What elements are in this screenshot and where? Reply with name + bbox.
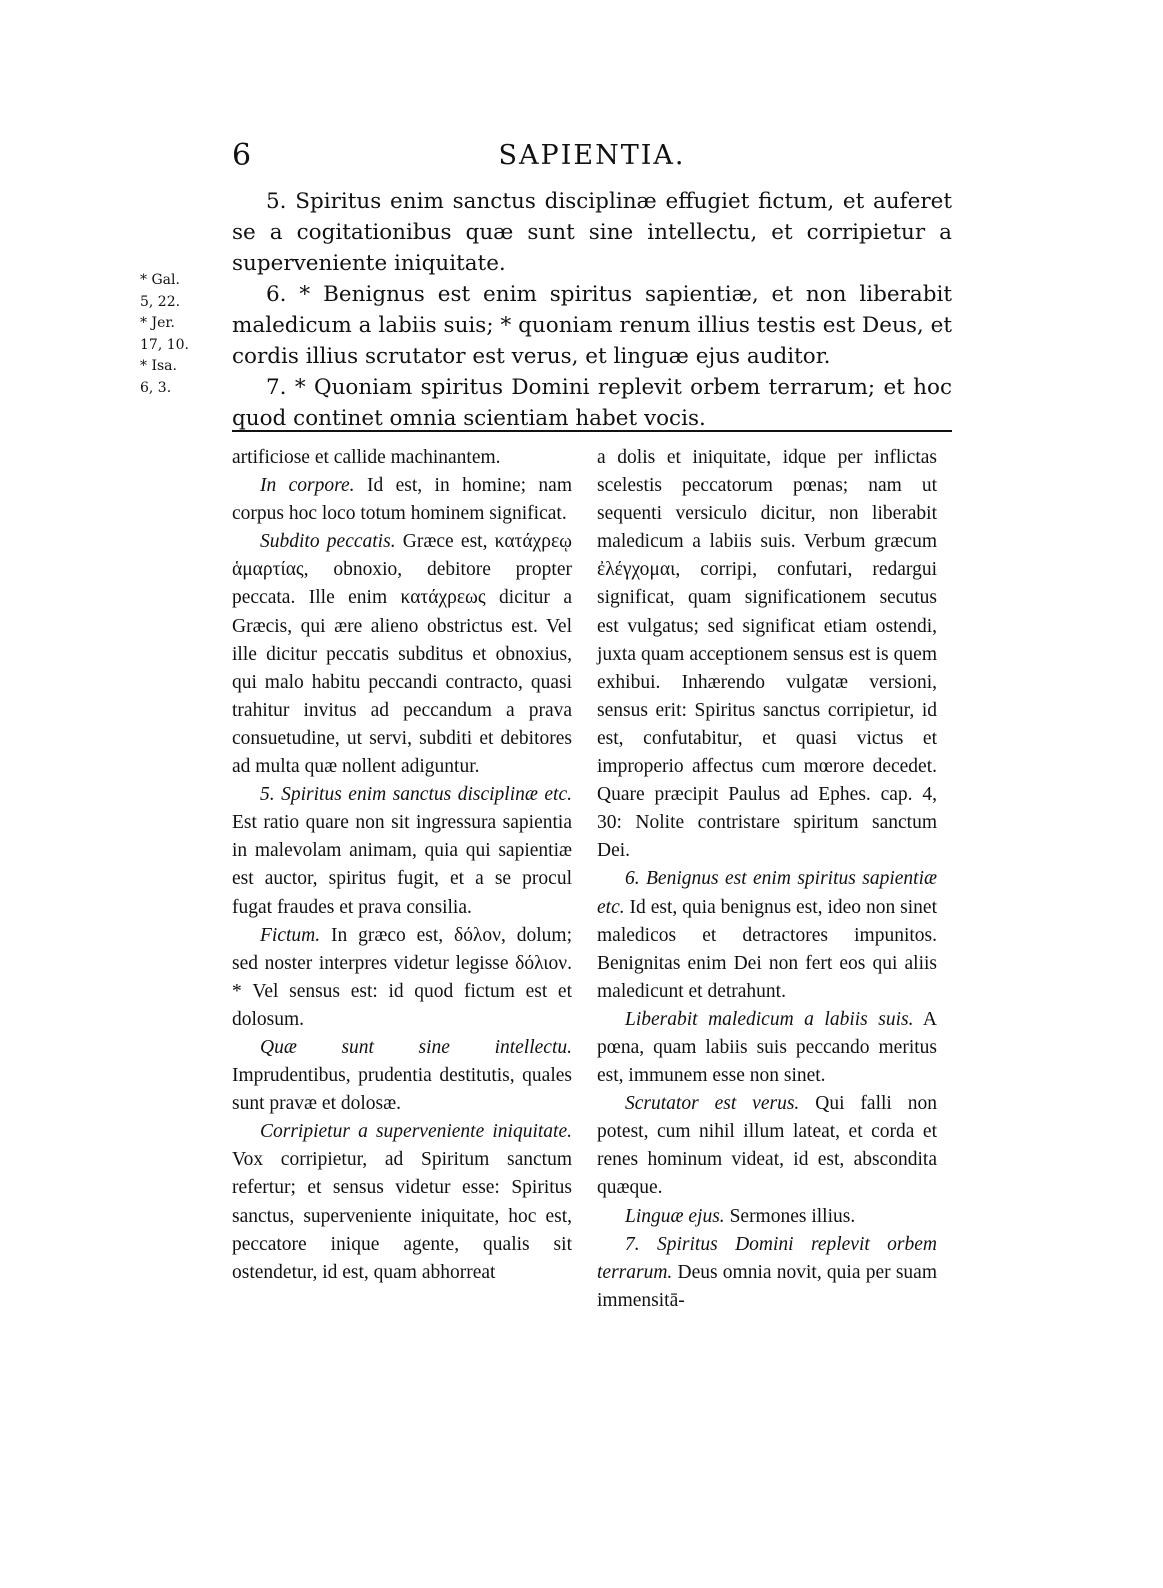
verse-7: 7. * Quoniam spiritus Domini replevit orbem terrarum; et hoc quod continet omnia scientiam habet vocis. <box>232 375 952 431</box>
commentary-right-column <box>597 444 937 1315</box>
commentary-text: Id est, quia benignus est, ideo non sinet maledicos et detractores impunitos. Benignitas enim Dei non fert eos qui aliis maledicunt et detrahunt. <box>597 896 937 1002</box>
margin-note: 5, 22. <box>140 293 181 310</box>
page-header <box>232 138 952 178</box>
page-number: 6 <box>232 138 252 173</box>
commentary-paragraph <box>232 472 572 528</box>
margin-note: 17, 10. <box>140 336 189 353</box>
commentary-lemma: Corripietur a superveniente iniquitate. <box>260 1121 572 1143</box>
commentary-lemma: Liberabit maledicum a labiis suis. <box>625 1008 914 1030</box>
verse-5: 5. Spiritus enim sanctus disciplinæ effugiet fictum, et auferet se a cogitationibus quæ sunt sine intellectu, et corripietur a superveniente iniquitate. <box>232 189 952 276</box>
commentary-paragraph <box>232 1034 572 1118</box>
commentary-text: Græce est, κατάχρεῳ ἁμαρτίας, obnoxio, debitore propter peccata. Ille enim κατάχρεως dicitur a Græcis, qui ære alieno obstrictus est. Vel ille dicitur peccatis subditus et obnoxius, qui malo habitu peccandi contracto, quasi trahitur invitus ad peccandum a prava consuetudine, ut servi, subditi et debitores ad multa quæ nollent adiguntur. <box>232 531 572 778</box>
commentary-text: Id est, in homine; nam corpus hoc loco totum hominem significat. <box>232 475 572 525</box>
commentary-lemma: Subdito peccatis. <box>260 531 396 553</box>
commentary-lemma: Fictum. <box>260 924 321 946</box>
commentary-text: Deus omnia novit, quia per suam immensitā- <box>597 1261 937 1311</box>
margin-note: * Gal. <box>140 272 180 288</box>
margin-note: * Jer. <box>140 315 175 331</box>
commentary-text: A pœna, quam labiis suis peccando meritus est, immunem esse non sinet. <box>597 1008 937 1087</box>
margin-note: * Isa. <box>140 358 177 374</box>
commentary-lemma: 5. Spiritus enim sanctus disciplinæ etc. <box>260 784 572 806</box>
commentary-text: Sermones illius. <box>724 1205 856 1227</box>
margin-note: 6, 3. <box>140 379 172 396</box>
commentary-text: Vox corripietur, ad Spiritum sanctum refertur; et sensus videtur esse: Spiritus sanctus, superveniente iniquitate, hoc est, peccatore inique agente, qualis sit ostendetur, id est, quam abhorreat <box>232 1149 572 1283</box>
running-title: SAPIENTIA. <box>498 140 686 171</box>
commentary-paragraph <box>232 528 572 781</box>
commentary-paragraph <box>597 1203 937 1231</box>
commentary-paragraph <box>232 781 572 921</box>
section-divider <box>232 430 952 432</box>
commentary-paragraph <box>597 1231 937 1315</box>
commentary-left-column <box>232 444 572 1287</box>
commentary-lemma: Linguæ ejus. <box>625 1205 725 1227</box>
commentary-text: Qui falli non potest, cum nihil illum lateat, et corda et renes hominum videat, id est, abscondita quæque. <box>597 1093 937 1199</box>
marginal-references <box>140 270 220 399</box>
scripture-text <box>232 186 952 434</box>
commentary-text: Est ratio quare non sit ingressura sapientia in malevolam animam, quia qui sapientiæ est auctor, spiritus fugit, et a se procul fugat fraudes et prava consilia. <box>232 812 572 918</box>
commentary-paragraph <box>597 444 937 865</box>
commentary-text: a dolis et iniquitate, idque per inflictas scelestis peccatorum pœnas; nam ut sequenti versiculo dicitur, non liberabit maledicum a labiis suis. Verbum græcum ἐλέγχομαι, corripi, confutari, redargui significat, quam significationem secutus est vulgatus; sed significat etiam ostendi, juxta quam acceptionem sensus est is quem exhibui. Inhærendo vulgatæ versioni, sensus erit: Spiritus sanctus corripietur, id est, confutabitur, et quasi victus et improperio affectus cum mœrore decedet. Quare præcipit Paulus ad Ephes. cap. 4, 30: Nolite contristare spiritum sanctum Dei. <box>597 447 937 862</box>
commentary-paragraph <box>597 1006 937 1090</box>
commentary-paragraph <box>232 1118 572 1287</box>
commentary-lemma: Scrutator est verus. <box>625 1093 800 1115</box>
commentary-text: artificiose et callide machinantem. <box>232 447 501 468</box>
commentary-paragraph <box>232 922 572 1034</box>
commentary-paragraph <box>232 444 572 472</box>
commentary-lemma: Quæ sunt sine intellectu. <box>260 1036 572 1058</box>
commentary-text: Imprudentibus, prudentia destitutis, quales sunt pravæ et dolosæ. <box>232 1065 572 1115</box>
verse-6: 6. * Benignus est enim spiritus sapientiæ, et non liberabit maledicum a labiis suis; * quoniam renum illius testis est Deus, et cordis illius scrutator est verus, et linguæ ejus auditor. <box>232 282 952 369</box>
commentary-paragraph <box>597 865 937 1005</box>
commentary-lemma: 7. Spiritus Domini replevit orbem terrarum. <box>597 1233 937 1283</box>
commentary-paragraph <box>597 1090 937 1202</box>
commentary-lemma: 6. Benignus est enim spiritus sapientiæ etc. <box>597 868 937 918</box>
commentary-lemma: In corpore. <box>260 475 355 497</box>
commentary-text: In græco est, δόλον, dolum; sed noster interpres videtur legisse δόλιον. * Vel sensus est: id quod fictum est et dolosum. <box>232 924 572 1030</box>
